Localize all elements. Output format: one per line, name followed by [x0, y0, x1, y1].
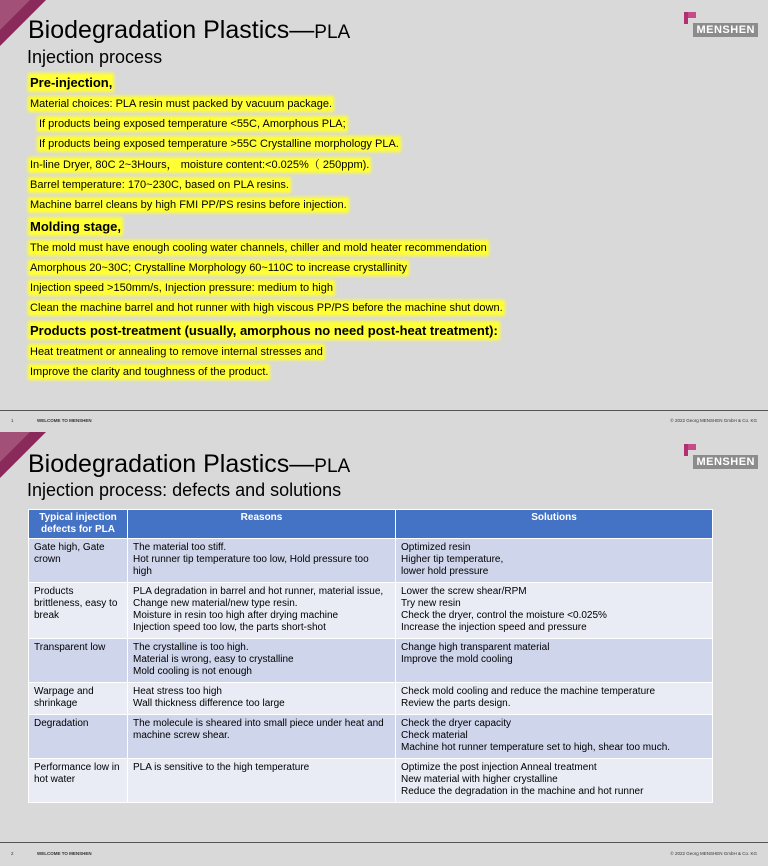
cell-line: Check the dryer capacity: [401, 718, 512, 729]
highlighted-text: In-line Dryer, 80C 2~3Hours， moisture content:<0.025%（ 250ppm).: [30, 159, 370, 171]
body-line: [39, 117, 346, 131]
defect-cell: [29, 639, 128, 683]
reasons-cell: [128, 759, 396, 803]
menshen-logo-text: MENSHEN: [693, 455, 758, 469]
defects-table: [28, 509, 713, 803]
table-row: [29, 683, 713, 715]
cell-line: Products brittleness, easy to break: [34, 586, 118, 621]
body-line: [30, 261, 407, 275]
corner-accent-light: [0, 0, 30, 30]
reasons-cell: [128, 639, 396, 683]
cell-line: Performance low in hot water: [34, 762, 120, 785]
menshen-logo: [688, 444, 758, 470]
reasons-cell: [128, 583, 396, 639]
page-number: 1: [11, 418, 14, 423]
cell-line: Check the dryer, control the moisture <0.025%: [401, 610, 607, 621]
highlighted-text: Molding stage,: [30, 219, 121, 234]
highlighted-text: Products post-treatment (usually, amorphous no need post-heat treatment):: [30, 323, 498, 338]
footer-tagline: WELCOME TO MENSHEN: [37, 851, 92, 856]
cell-line: Change new material/new type resin.: [133, 598, 298, 609]
section-heading: [30, 324, 498, 338]
body-line: [30, 97, 332, 111]
cell-line: Machine hot runner temperature set to high, shear too much.: [401, 742, 671, 753]
cell-line: Injection speed too low, the parts short-shot: [133, 622, 326, 633]
cell-line: Hot runner tip temperature too low, Hold pressure too high: [133, 554, 369, 577]
solutions-cell: [396, 759, 713, 803]
highlighted-text: Heat treatment or annealing to remove internal stresses and: [30, 346, 323, 358]
body-line: [30, 158, 369, 172]
cell-line: Transparent low: [34, 642, 106, 653]
footer-rule: [0, 410, 768, 411]
body-line: [39, 137, 399, 151]
highlighted-text: Improve the clarity and toughness of the product.: [30, 366, 269, 378]
table-row: [29, 715, 713, 759]
table-body: [29, 539, 713, 803]
cell-line: Check material: [401, 730, 468, 741]
column-header-defects: Typical injection defects for PLA: [29, 510, 128, 539]
slide-subtitle: Injection process: defects and solutions: [27, 480, 342, 500]
highlighted-text: If products being exposed temperature <55C, Amorphous PLA;: [39, 118, 346, 130]
cell-line: PLA degradation in barrel and hot runner, material issue,: [133, 586, 384, 597]
body-line: [30, 198, 347, 212]
body-line: [30, 178, 289, 192]
corner-accent-light: [0, 432, 30, 462]
cell-line: Optimize the post injection Anneal treatment: [401, 762, 597, 773]
highlighted-text: Material choices: PLA resin must packed by vacuum package.: [30, 98, 333, 110]
cell-line: lower hold pressure: [401, 566, 489, 577]
section-heading: [30, 76, 112, 90]
table-row: [29, 759, 713, 803]
menshen-logo-text: MENSHEN: [693, 23, 758, 37]
slide-subtitle: Injection process: [27, 47, 163, 67]
highlighted-text: Injection speed >150mm/s, Injection pressure: medium to high: [30, 282, 333, 294]
slide-title: Biodegradation Plastics—PLA: [28, 450, 351, 478]
cell-line: The molecule is sheared into small piece under heat and machine screw shear.: [133, 718, 384, 741]
menshen-logo: [688, 12, 758, 38]
defect-cell: [29, 715, 128, 759]
body-line: [30, 241, 487, 255]
defect-cell: [29, 759, 128, 803]
cell-line: Degradation: [34, 718, 89, 729]
solutions-cell: [396, 639, 713, 683]
footer-copyright: © 2022 Georg MENSHEN GmbH & Co. KG: [670, 851, 757, 856]
defect-cell: [29, 683, 128, 715]
cell-line: Check mold cooling and reduce the machine temperature: [401, 686, 656, 697]
solutions-cell: [396, 583, 713, 639]
reasons-cell: [128, 539, 396, 583]
footer-rule: [0, 842, 768, 843]
cell-line: Review the parts design.: [401, 698, 511, 709]
footer-tagline: WELCOME TO MENSHEN: [37, 418, 92, 423]
cell-line: Moisture in resin too high after drying machine: [133, 610, 339, 621]
cell-line: Lower the screw shear/RPM: [401, 586, 527, 597]
cell-line: Reduce the degradation in the machine and hot runner: [401, 786, 644, 797]
table-row: [29, 583, 713, 639]
reasons-cell: [128, 715, 396, 759]
section-heading: [30, 220, 121, 234]
slide-title: Biodegradation Plastics—PLA: [28, 16, 351, 44]
solutions-cell: [396, 715, 713, 759]
highlighted-text: Barrel temperature: 170~230C, based on PLA resins.: [30, 179, 289, 191]
table-row: [29, 639, 713, 683]
cell-line: PLA is sensitive to the high temperature: [133, 762, 310, 773]
cell-line: Heat stress too high: [133, 686, 222, 697]
reasons-cell: [128, 683, 396, 715]
table-header-row: [29, 510, 713, 539]
cell-line: The material too stiff.: [133, 542, 227, 553]
cell-line: Optimized resin: [401, 542, 471, 553]
cell-line: Improve the mold cooling: [401, 654, 513, 665]
highlighted-text: Amorphous 20~30C; Crystalline Morphology 60~110C to increase crystallinity: [30, 262, 408, 274]
page-number: 2: [11, 851, 14, 856]
column-header-reasons: Reasons: [128, 510, 396, 539]
body-line: [30, 281, 333, 295]
highlighted-text: Clean the machine barrel and hot runner with high viscous PP/PS before the machine shut down.: [30, 302, 503, 314]
body-line: [30, 365, 268, 379]
cell-line: Higher tip temperature,: [401, 554, 504, 565]
cell-line: Mold cooling is not enough: [133, 666, 252, 677]
table-row: [29, 539, 713, 583]
cell-line: Wall thickness difference too large: [133, 698, 285, 709]
cell-line: Change high transparent material: [401, 642, 550, 653]
highlighted-text: Pre-injection,: [30, 75, 113, 90]
cell-line: Increase the injection speed and pressure: [401, 622, 587, 633]
defect-cell: [29, 583, 128, 639]
cell-line: Warpage and shrinkage: [34, 686, 94, 709]
highlighted-text: Machine barrel cleans by high FMI PP/PS resins before injection.: [30, 199, 347, 211]
slide-2: [0, 432, 768, 866]
cell-line: Material is wrong, easy to crystalline: [133, 654, 294, 665]
highlighted-text: If products being exposed temperature >55C Crystalline morphology PLA.: [39, 138, 399, 150]
defect-cell: [29, 539, 128, 583]
cell-line: Gate high, Gate crown: [34, 542, 105, 565]
cell-line: The crystalline is too high.: [133, 642, 249, 653]
cell-line: Try new resin: [401, 598, 461, 609]
highlighted-text: The mold must have enough cooling water channels, chiller and mold heater recommendation: [30, 242, 487, 254]
body-line: [30, 301, 503, 315]
cell-line: New material with higher crystalline: [401, 774, 558, 785]
solutions-cell: [396, 539, 713, 583]
slide-1: [0, 0, 768, 430]
column-header-solutions: Solutions: [396, 510, 713, 539]
footer-copyright: © 2022 Georg MENSHEN GmbH & Co. KG: [670, 418, 757, 423]
body-line: [30, 345, 323, 359]
solutions-cell: [396, 683, 713, 715]
